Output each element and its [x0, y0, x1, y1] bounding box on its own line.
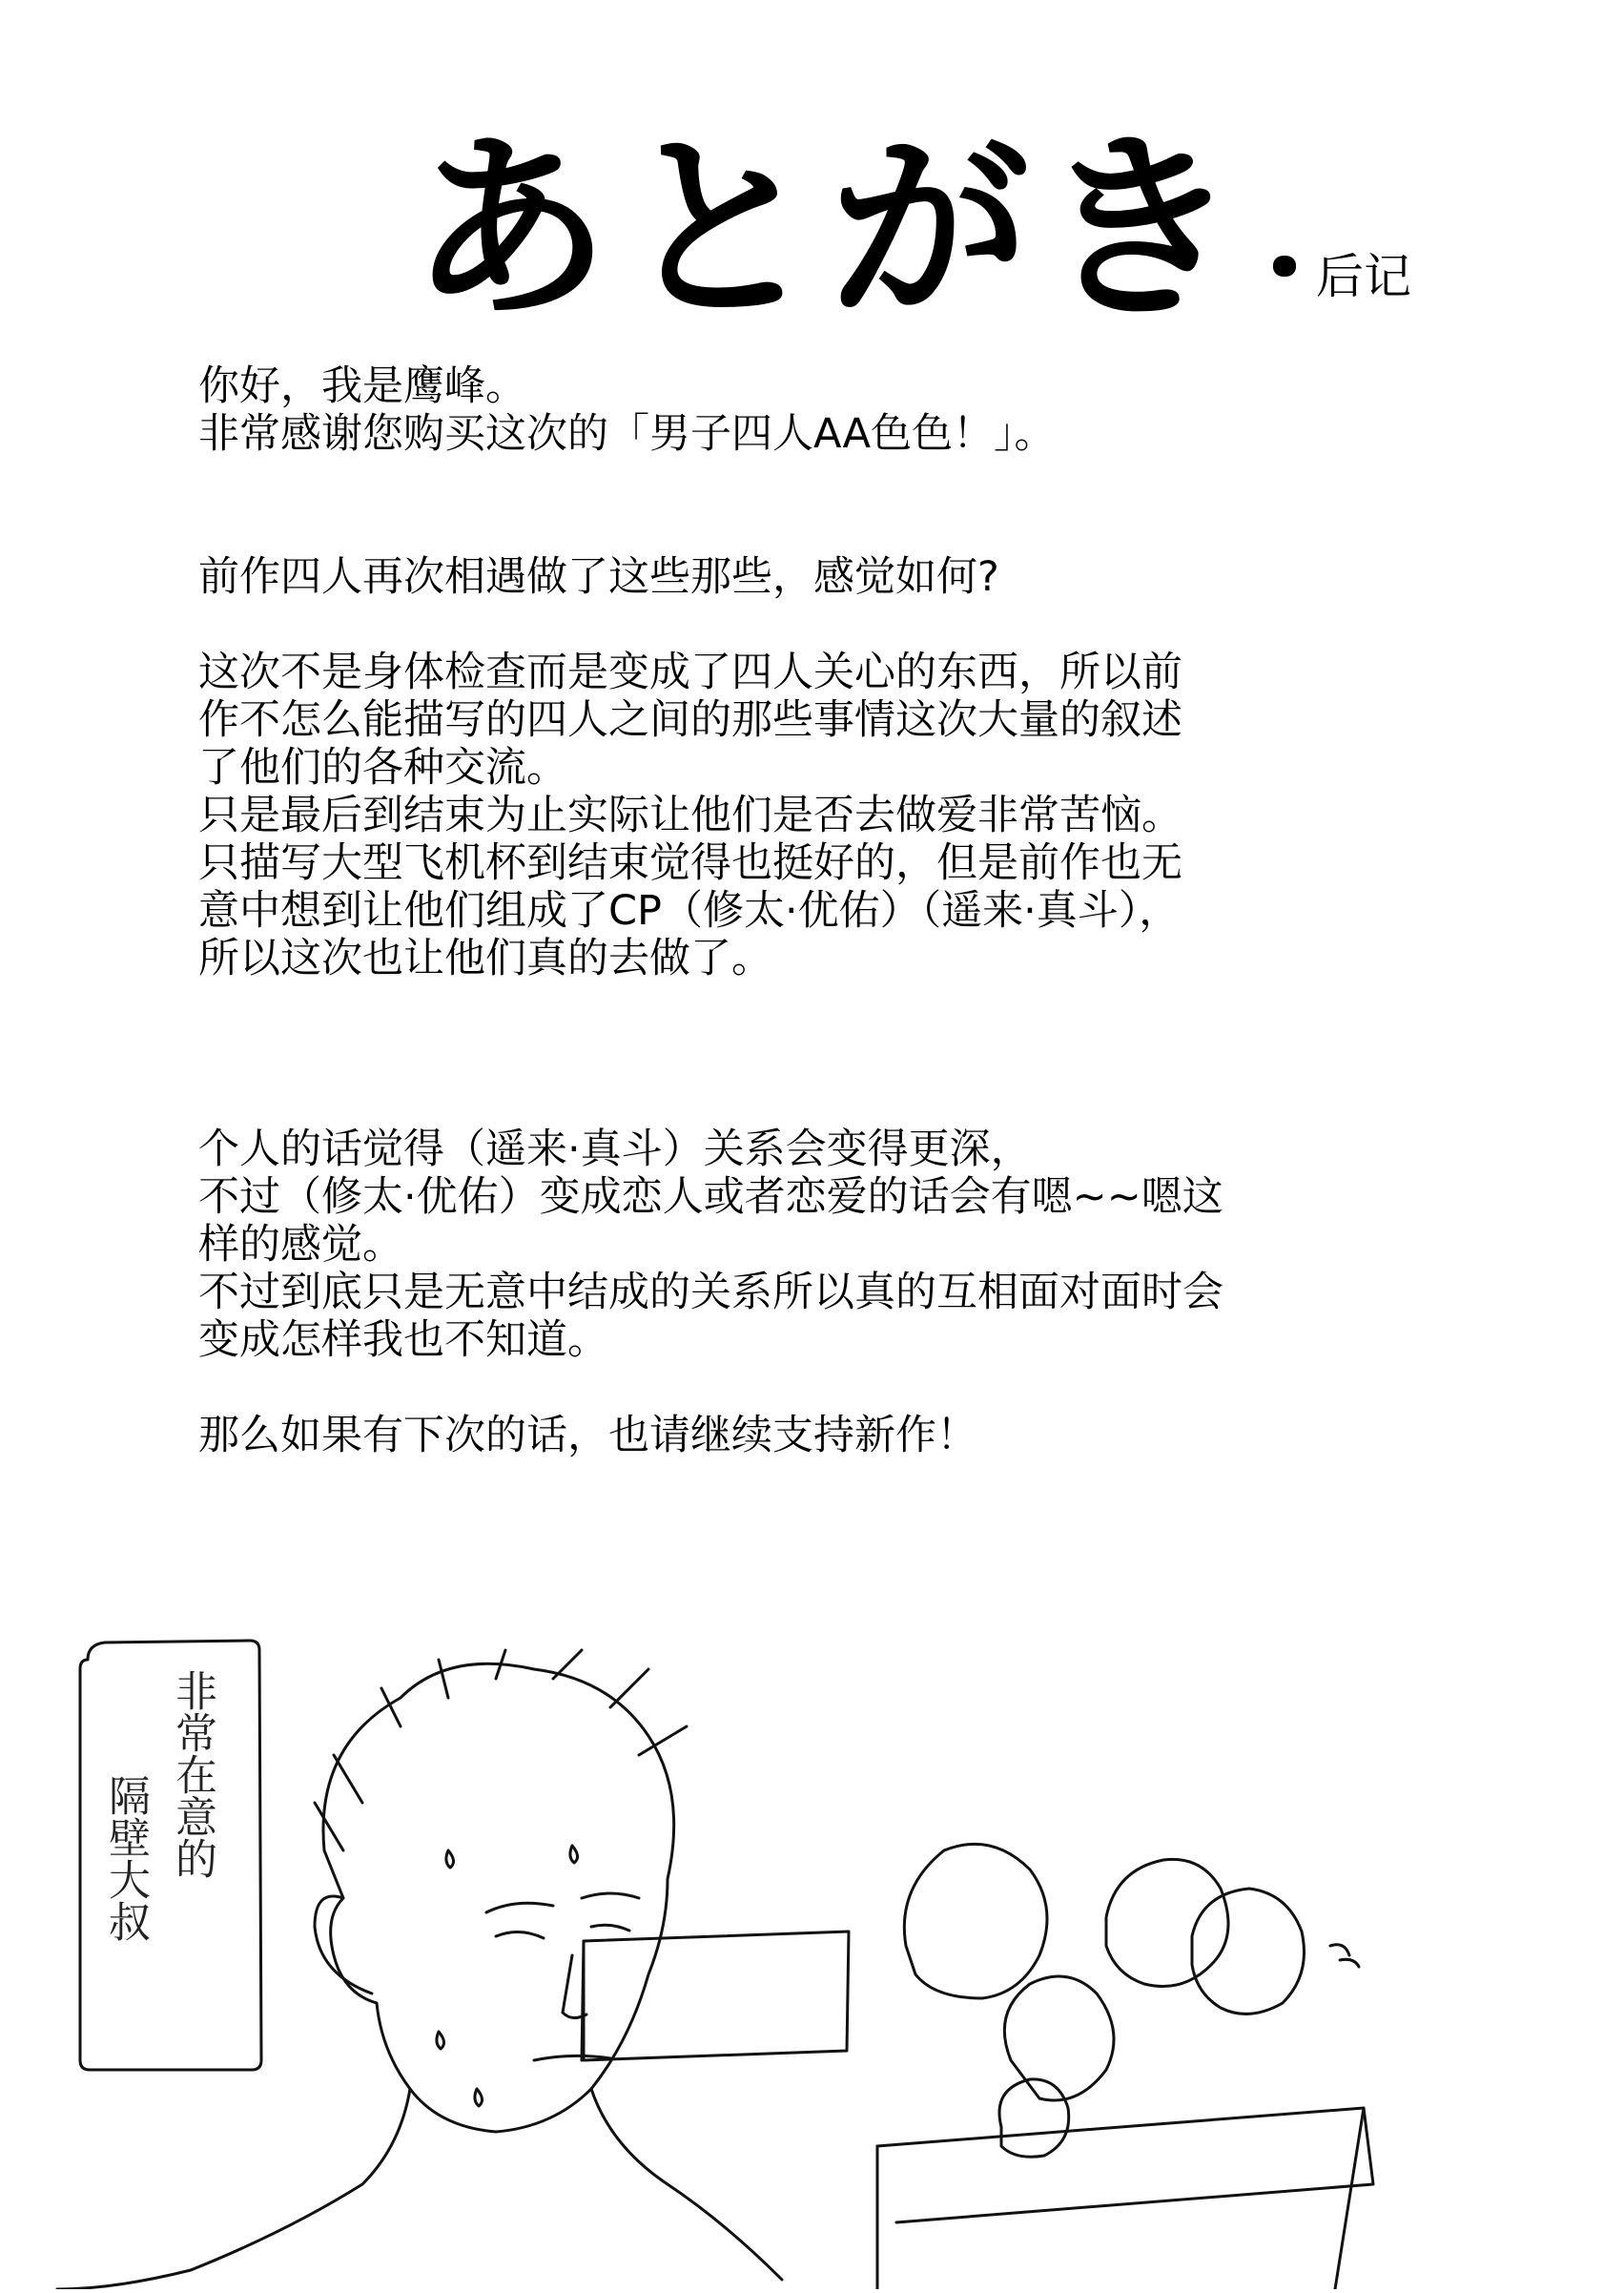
man-head: [323, 1663, 674, 2132]
paragraph-line: 你好，我是鹰峰。: [198, 362, 526, 410]
paragraph-line: 作不怎么能描写的四人之间的那些事情这次大量的叙述: [198, 696, 1182, 744]
background-figure-1: [904, 1844, 1047, 1998]
page-title: あとがき: [410, 111, 1250, 346]
paragraph-line: 只描写大型飞机杯到结束觉得也挺好的，但是前作也无: [198, 839, 1182, 887]
paragraph-line: 那么如果有下次的话，也请继续支持新作！: [198, 1412, 977, 1459]
paragraph-line: 这次不是身体检查而是变成了四人关心的东西，所以前: [198, 649, 1182, 696]
paragraph-line: 变成怎样我也不知道。: [198, 1316, 608, 1364]
page-subtitle: 后记: [1316, 249, 1411, 304]
paragraph-line: 个人的话觉得（遥来·真斗）关系会变得更深，: [198, 1126, 1032, 1173]
title-period-mark: [1273, 256, 1296, 277]
paragraph-line: 不过到底只是无意中结成的关系所以真的互相面对面时会: [198, 1269, 1223, 1316]
speech-bubble-text-col2: 隔壁大叔: [101, 1774, 150, 1942]
paragraph-line: 前作四人再次相遇做了这些那些，感觉如何?: [198, 553, 999, 601]
sketch-drawing: [0, 1612, 1624, 2289]
background-figure-4: [1192, 1889, 1305, 2014]
afterword-text: [198, 362, 1438, 1459]
sketch-illustration: [0, 1612, 1624, 2289]
paragraph-line: 样的感觉。: [198, 1221, 403, 1269]
bathtub-rim: [877, 2108, 1373, 2222]
paragraph-line: 了他们的各种交流。: [198, 744, 567, 792]
paragraph-line: 不过（修太·优佑）变成恋人或者恋爱的话会有嗯~~嗯这: [198, 1173, 1223, 1221]
speech-bubble-text-col1: 非常在意的: [168, 1669, 216, 1879]
man-shoulder: [57, 2089, 410, 2289]
paragraph-line: 所以这次也让他们真的去做了。: [198, 935, 772, 982]
paragraph-line: 只是最后到结束为止实际让他们是否去做爱非常苦恼。: [198, 792, 1182, 839]
background-figure-3: [1106, 1859, 1228, 1986]
title-area: [410, 111, 1459, 346]
paragraph-line: 意中想到让他们组成了CP（修太·优佑）（遥来·真斗），: [198, 887, 1181, 935]
paragraph-line: 非常感谢您购买这次的「男子四人AA色色！」。: [198, 410, 1056, 458]
